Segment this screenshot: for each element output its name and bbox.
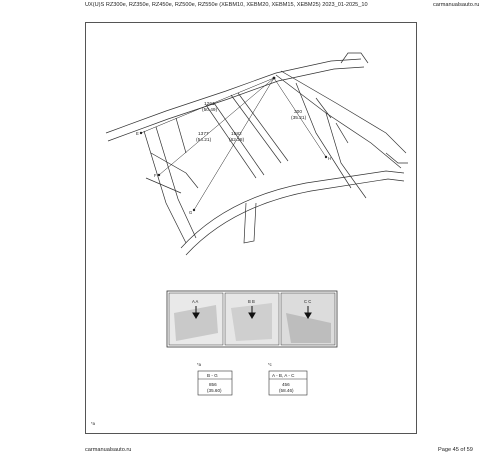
illustration-frame [85, 22, 417, 434]
detail-panel-2-label: B B [248, 299, 255, 304]
callout-c-sub: (54.21) [196, 138, 212, 143]
callout-a-sub: (50.49) [202, 108, 218, 113]
detail-panel-1-label: A A [192, 299, 199, 304]
callout-b-value: 300 [294, 110, 303, 115]
body-frame-illustration [86, 23, 416, 433]
point-label-h: H [328, 156, 332, 161]
footer-site: carmanualsauto.ru [85, 447, 132, 453]
callout-b-sub: (35.21) [291, 116, 307, 121]
point-label-f: F [154, 173, 157, 178]
table-right-value: 456 [282, 382, 290, 387]
footer-page-label: Page 45 of 59 [438, 447, 473, 453]
corner-mark: *a [91, 421, 95, 426]
table-right-sub: (58.46) [279, 388, 294, 393]
header-site: carmanualsauto.ru [433, 2, 480, 8]
leader-lines [141, 78, 326, 210]
table-left-marker: *a [197, 362, 201, 367]
table-left-header: B - G [207, 373, 218, 378]
point-label-e: E [136, 131, 139, 136]
detail-panel-3-label: C C [304, 299, 312, 304]
table-left-sub: (35.60) [207, 388, 222, 393]
vehicle-body-outline [106, 53, 408, 255]
table-left-value: 856 [209, 382, 217, 387]
table-right-marker: *c [268, 362, 272, 367]
detail-panel-group [167, 291, 337, 347]
header-model-line: UX(U)S RZ300e, RZ350e, RZ450e, RZ500e, RZ550e (XEBM10, XEBM20, XEBM15, XEBM25) 2023_01-2025_10 [85, 2, 368, 8]
callout-d-sub: (62.28) [229, 138, 245, 143]
point-label-g: G [189, 210, 193, 215]
callout-c-value: 1377 [198, 132, 209, 137]
callout-a-value: 1261 [204, 102, 215, 107]
callout-d-value: 1582 [231, 132, 242, 137]
table-right-header: A - B, A - C [272, 373, 295, 378]
